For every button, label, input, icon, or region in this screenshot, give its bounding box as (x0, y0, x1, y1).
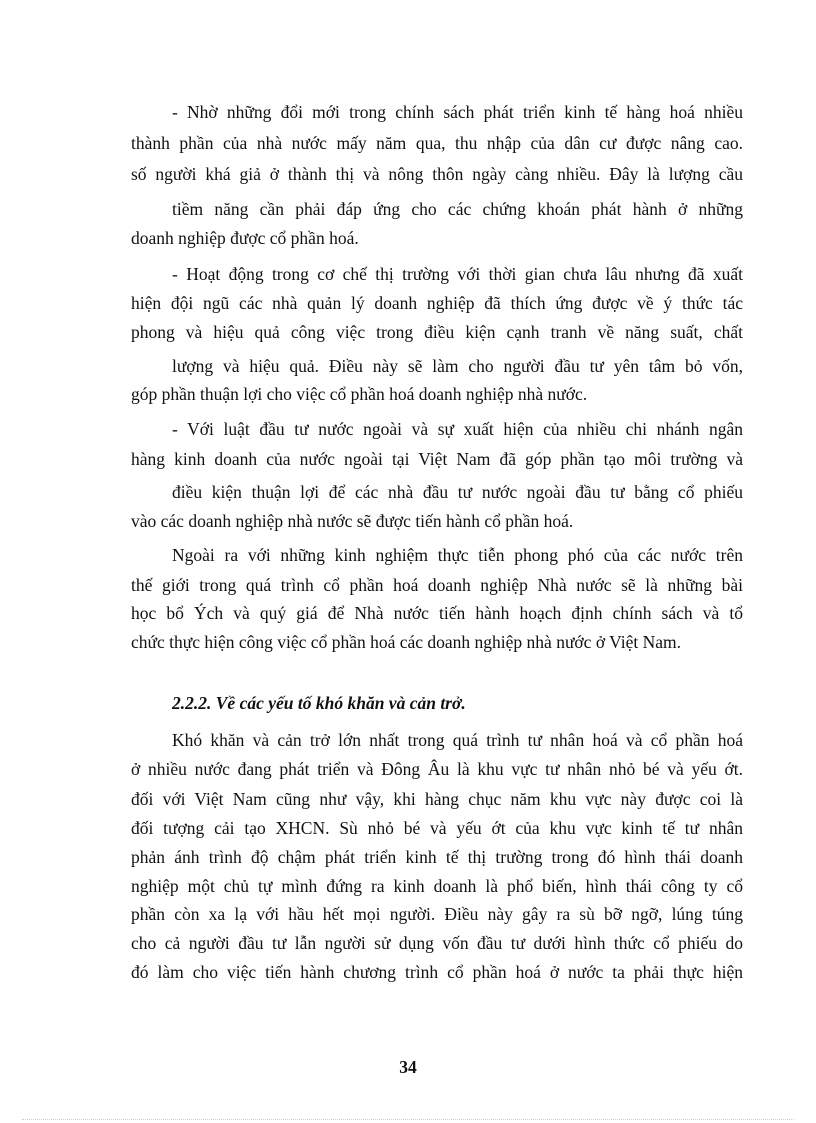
paragraph-2-line-1: - Hoạt động trong cơ chế thị trường với thời gian chưa lâu nhưng đã xuất (172, 264, 743, 284)
page-bottom-divider (22, 1119, 794, 1120)
paragraph-4-line-1: Ngoài ra với những kinh nghiệm thực tiễn phong phó của các nước trên (172, 545, 743, 565)
paragraph-1-line-2: thành phần của nhà nước mấy năm qua, thu nhập của dân cư được nâng cao. (131, 133, 743, 153)
paragraph-3-line-4: vào các doanh nghiệp nhà nước sẽ được tiến hành cổ phần hoá. (131, 511, 574, 531)
paragraph-2-line-4: lượng và hiệu quả. Điều này sẽ làm cho người đầu tư yên tâm bỏ vốn, (172, 356, 743, 376)
section-paragraph-line-9: đó làm cho việc tiến hành chương trình cổ phần hoá ở nước ta phải thực hiện (131, 962, 743, 982)
section-paragraph-line-7: phần còn xa lạ với hầu hết mọi người. Điều này gây ra sù bỡ ngỡ, lúng túng (131, 904, 743, 924)
section-heading: 2.2.2. Về các yếu tố khó khăn và cản trở. (172, 693, 466, 713)
paragraph-4-line-4: chức thực hiện công việc cổ phần hoá các doanh nghiệp nhà nước ở Việt Nam. (131, 632, 681, 652)
paragraph-3-line-3: điều kiện thuận lợi để các nhà đầu tư nước ngoài đầu tư bằng cổ phiếu (172, 482, 743, 502)
paragraph-3-line-2: hàng kinh doanh của nước ngoài tại Việt Nam đã góp phần tạo môi trường và (131, 449, 743, 469)
section-paragraph-line-6: nghiệp một chủ tự mình đứng ra kinh doanh là phổ biến, hình thái công ty cổ (131, 876, 743, 896)
section-paragraph-line-1: Khó khăn và cản trở lớn nhất trong quá trình tư nhân hoá và cổ phần hoá (172, 730, 743, 750)
paragraph-3-line-1: - Với luật đầu tư nước ngoài và sự xuất hiện của nhiều chi nhánh ngân (172, 419, 743, 439)
section-paragraph-line-5: phản ánh trình độ chậm phát triển kinh tế thị trường trong đó hình thái doanh (131, 847, 743, 867)
section-paragraph-line-8: cho cả người đầu tư lẫn người sử dụng vốn đầu tư dưới hình thức cổ phiếu do (131, 933, 743, 953)
section-paragraph-line-3: đối với Việt Nam cũng như vậy, khi hàng chục năm khu vực này được coi là (131, 789, 743, 809)
section-paragraph-line-4: đối tượng cải tạo XHCN. Sù nhỏ bé và yếu ớt của khu vực kinh tế tư nhân (131, 818, 743, 838)
paragraph-1-line-5: doanh nghiệp được cổ phần hoá. (131, 228, 359, 248)
page-number: 34 (399, 1057, 417, 1077)
paragraph-1-line-1: - Nhờ những đổi mới trong chính sách phát triển kinh tế hàng hoá nhiều (172, 102, 743, 122)
paragraph-4-line-3: học bổ Ých và quý giá để Nhà nước tiến hành hoạch định chính sách và tổ (131, 603, 743, 623)
paragraph-2-line-5: góp phần thuận lợi cho việc cổ phần hoá doanh nghiệp nhà nước. (131, 384, 588, 404)
paragraph-2-line-2: hiện đội ngũ các nhà quản lý doanh nghiệp đã thích ứng được về ý thức tác (131, 293, 743, 313)
paragraph-4-line-2: thế giới trong quá trình cổ phần hoá doanh nghiệp Nhà nước sẽ là những bài (131, 575, 743, 595)
section-paragraph-line-2: ở nhiều nước đang phát triển và Đông Âu là khu vực tư nhân nhỏ bé và yếu ớt. (131, 759, 743, 779)
paragraph-1-line-4: tiềm năng cần phải đáp ứng cho các chứng khoán phát hành ở những (172, 199, 743, 219)
paragraph-2-line-3: phong và hiệu quả công việc trong điều kiện cạnh tranh về năng suất, chất (131, 322, 743, 342)
paragraph-1-line-3: số người khá giả ở thành thị và nông thôn ngày càng nhiều. Đây là lượng cầu (131, 164, 743, 184)
